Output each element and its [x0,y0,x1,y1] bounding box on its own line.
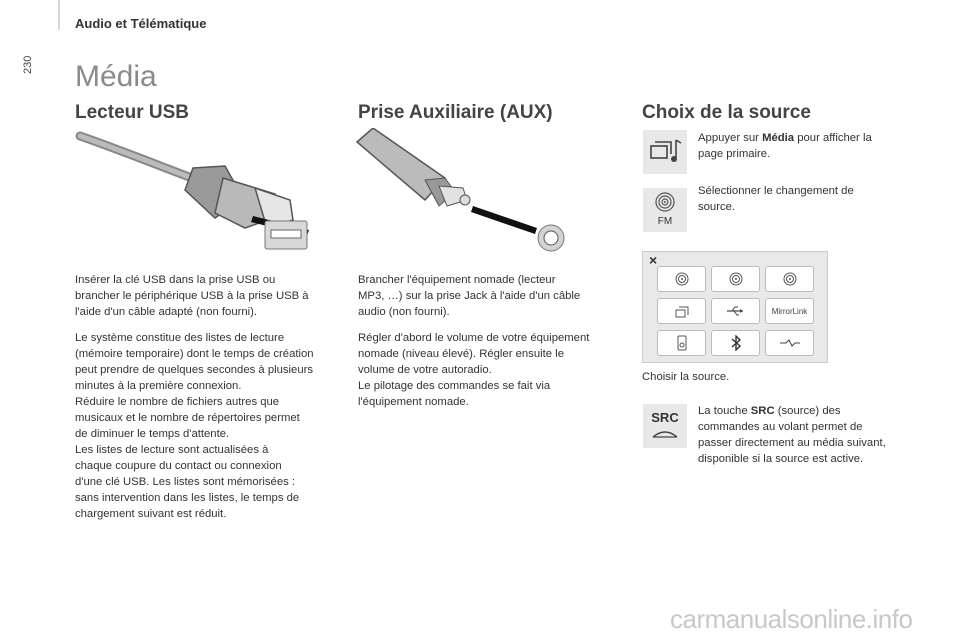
source-heading: Choix de la source [642,102,811,123]
radio-source-1 [657,266,706,292]
radio-source-3 [765,266,814,292]
close-icon: × [649,252,658,268]
aux-jack-illustration [355,128,585,253]
aux-icon [779,337,801,349]
usb-icon [726,305,746,317]
media-icon [674,303,690,319]
src-label: SRC [651,410,679,425]
bluetooth-source [711,330,760,356]
aux-source [765,330,814,356]
section-title: Audio et Télématique [75,16,207,31]
src-steering-icon [651,428,679,440]
fm-button [643,188,687,232]
mirrorlink-source: MirrorLink [765,298,814,324]
usb-heading: Lecteur USB [75,102,190,123]
page-title: Média [75,60,157,93]
fm-radio-icon [643,188,687,218]
src-button [643,404,687,448]
ipod-source [657,330,706,356]
header-divider [58,0,60,30]
footer-watermark: carmanualsonline.info [670,604,913,634]
source-step-3: La touche SRC (source) des commandes au volant permet de passer directement au média suivant, disponible si la source est active. [698,405,886,465]
page-number: 230 [22,55,34,74]
fm-label: FM [657,216,673,227]
media-icon [643,130,687,174]
media-button [643,130,687,174]
ipod-icon [676,335,688,351]
bluetooth-icon [730,335,742,351]
media-source [657,298,706,324]
usb-plug-illustration [75,128,315,258]
fm-radio-icon [674,271,690,287]
fm-radio-icon [782,271,798,287]
aux-paragraph-2: Régler d'abord le volume de votre équipement nomade (niveau élevé). Régler ensuite le volume de votre autoradio. Le pilotage des commandes se fait via l'équipement nomade. [358,332,590,408]
radio-source-2 [711,266,760,292]
aux-paragraph-1: Brancher l'équipement nomade (lecteur MP3, …) sur la prise Jack à l'aide d'un câble audio (non fourni). [358,274,581,318]
source-step-2: Sélectionner le changement de source. [698,185,854,213]
usb-paragraph-1: Insérer la clé USB dans la prise USB ou brancher le périphérique USB à la prise USB à l'aide d'un câble adapté (non fourni). [75,274,309,318]
source-step-1: Appuyer sur Média pour afficher la page primaire. [698,132,872,160]
aux-heading: Prise Auxiliaire (AUX) [358,102,553,123]
source-selection-screen [642,251,828,363]
usb-paragraph-2: Le système constitue des listes de lecture (mémoire temporaire) dont le temps de création peut prendre de quelques secondes à plusieurs minutes à la première connexion. Réduire le nombre de fichiers autres que musicaux et le nombre de répertoires permet de diminuer le temps d'attente. Les listes de lecture sont actualisées à chaque coupure du contact ou connexion d'une clé USB. Les listes sont mémorisées : sans intervention dans les listes, le temps de chargement suivant est réduit. [75,332,314,520]
fm-radio-icon [728,271,744,287]
usb-source [711,298,760,324]
source-choose: Choisir la source. [642,371,730,383]
